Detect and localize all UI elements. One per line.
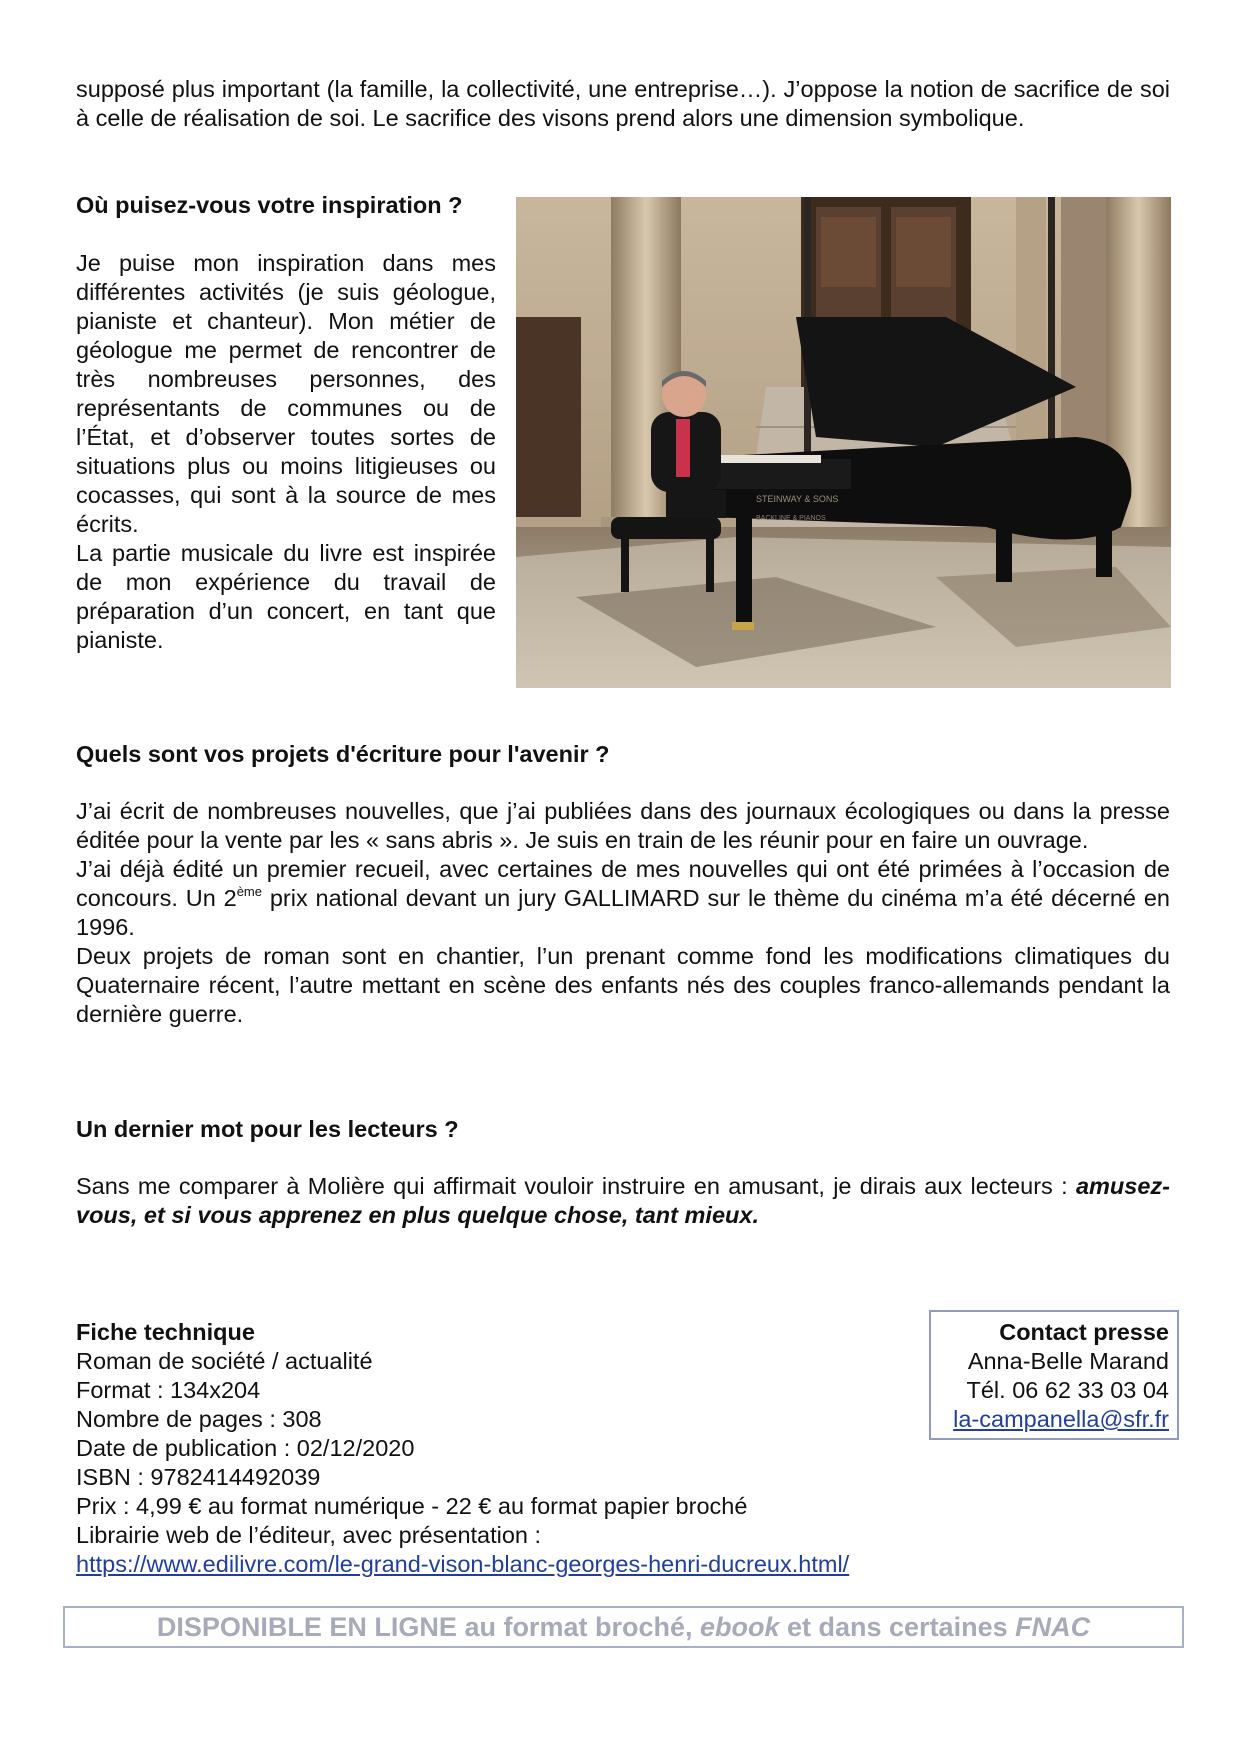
answer-projects-para1: J’ai écrit de nombreuses nouvelles, que j’ai publiées dans des journaux écologiques ou dans la presse éditée pour la vente par les « sans abris ». Je suis en train de les réunir pour en faire un ouvrage. <box>76 798 1170 853</box>
publisher-link[interactable]: https://www.edilivre.com/le-grand-vison-blanc-georges-henri-ducreux.html/ <box>76 1551 850 1577</box>
piano-brand-label: STEINWAY & SONS <box>756 494 839 504</box>
contact-email-link[interactable]: la-campanella@sfr.fr <box>953 1406 1169 1432</box>
piano-sub-label: BACKLINE & PIANOS <box>756 515 826 522</box>
answer-inspiration <box>76 249 496 655</box>
question-projects: Quels sont vos projets d'écriture pour l'avenir ? <box>76 741 610 767</box>
last-word-emphasis: amusez-vous, et si vous apprenez en plus quelque chose, tant mieux. <box>76 1173 1170 1228</box>
answer-projects-para3: Deux projets de roman sont en chantier, l’un prenant comme fond les modifications climatiques du Quaternaire récent, l’autre mettant en scène des enfants nés des couples franco-allemands pendant la dernière guerre. <box>76 943 1170 1027</box>
fiche-line: ISBN : 9782414492039 <box>76 1464 321 1490</box>
answer-projects-para2 <box>76 855 1170 942</box>
banner-part5: FNAC <box>1015 1612 1091 1642</box>
banner-part1: DISPONIBLE EN LIGNE <box>156 1612 457 1642</box>
fiche-line: Prix : 4,99 € au format numérique - 22 € au format papier broché <box>76 1493 748 1519</box>
answer-projects <box>76 797 1170 1029</box>
answer-inspiration-para2: La partie musicale du livre est inspirée de mon expérience du travail de préparation d’un concert, en tant que pianiste. <box>76 540 496 653</box>
contact-phone: Tél. 06 62 33 03 04 <box>966 1377 1169 1403</box>
para2-after: prix national devant un jury GALLIMARD sur le thème du cinéma m’a été décerné en 1996. <box>76 885 1170 940</box>
fiche-title: Fiche technique <box>76 1319 255 1345</box>
pianist-photo <box>516 197 1171 688</box>
banner-part3: ebook <box>699 1612 780 1642</box>
ordinal-superscript: ème <box>236 884 262 900</box>
contact-box <box>929 1310 1179 1440</box>
question-last-word: Un dernier mot pour les lecteurs ? <box>76 1116 459 1142</box>
banner-part2: au format broché, <box>456 1612 700 1642</box>
banner-part4: et dans certaines <box>779 1612 1016 1642</box>
fiche-line: Format : 134x204 <box>76 1377 261 1403</box>
last-word-text: Sans me comparer à Molière qui affirmait vouloir instruire en amusant, je dirais aux lecteurs : <box>76 1173 1076 1199</box>
question-inspiration: Où puisez-vous votre inspiration ? <box>76 192 463 218</box>
fiche-technique <box>76 1318 850 1579</box>
contact-title: Contact presse <box>999 1319 1169 1345</box>
fiche-line: Nombre de pages : 308 <box>76 1406 322 1432</box>
contact-name: Anna-Belle Marand <box>967 1348 1169 1374</box>
answer-inspiration-para1: Je puise mon inspiration dans mes différentes activités (je suis géologue, pianiste et chanteur). Mon métier de géologue me permet de rencontrer de très nombreuses personnes, des représentants de communes ou de l’État, et d’observer toutes sortes de situations plus ou moins litigieuses ou cocasses, qui sont à la source de mes écrits. <box>76 250 496 537</box>
para2-before: J’ai déjà édité un premier recueil, avec certaines de mes nouvelles qui ont été primées à l’occasion de concours. Un 2 <box>76 856 1170 911</box>
answer-last-word <box>76 1172 1170 1230</box>
availability-banner <box>63 1606 1184 1648</box>
intro-paragraph: supposé plus important (la famille, la collectivité, une entreprise…). J’oppose la notion de sacrifice de soi à celle de réalisation de soi. Le sacrifice des visons prend alors une dimension symbolique. <box>76 76 1170 131</box>
fiche-line: Roman de société / actualité <box>76 1348 373 1374</box>
fiche-line: Librairie web de l’éditeur, avec présentation : <box>76 1522 542 1548</box>
fiche-line: Date de publication : 02/12/2020 <box>76 1435 415 1461</box>
